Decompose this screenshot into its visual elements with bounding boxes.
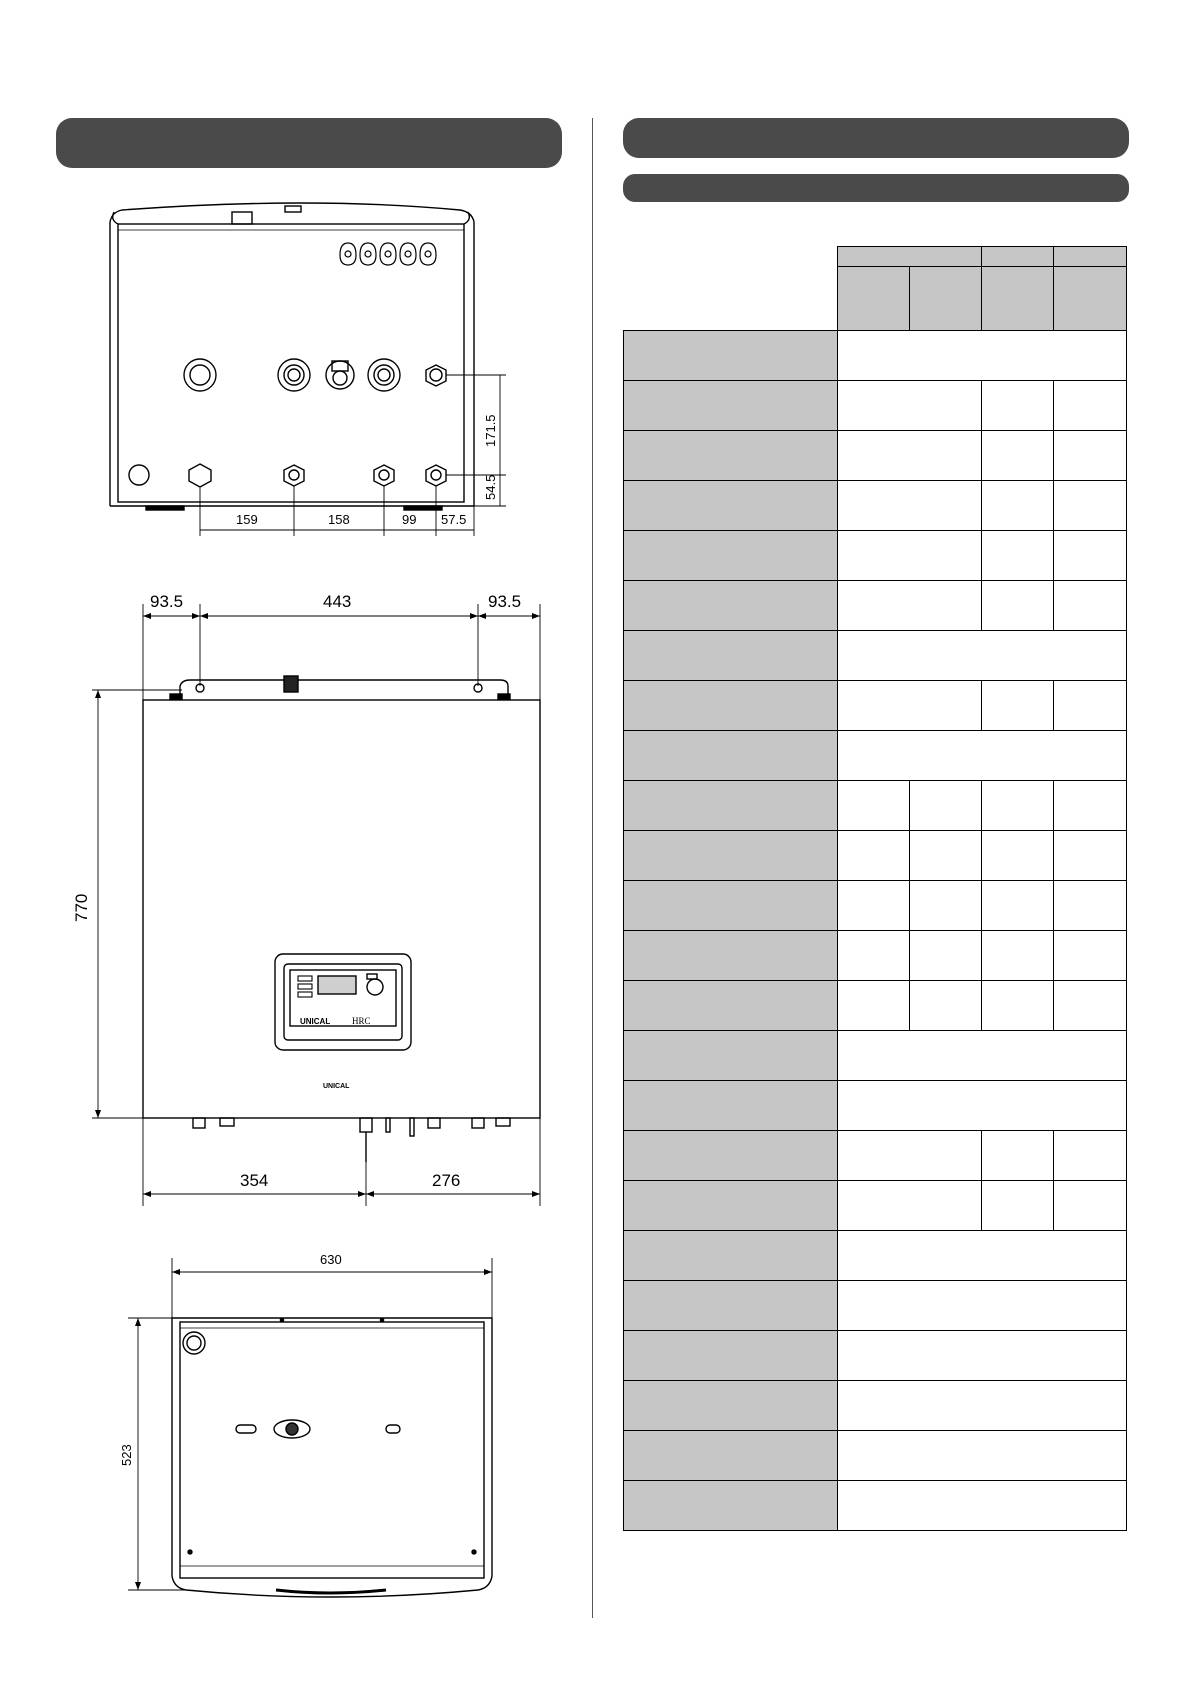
dim-93-5-right: 93.5 xyxy=(488,592,522,611)
table-row xyxy=(624,881,1127,931)
table-row xyxy=(624,1481,1127,1531)
table-row xyxy=(624,981,1127,1031)
dim-159: 159 xyxy=(236,512,258,527)
table-row xyxy=(624,1031,1127,1081)
dim-171-5: 171.5 xyxy=(483,414,498,447)
dim-93-5-left: 93.5 xyxy=(150,592,184,611)
dim-443: 443 xyxy=(323,592,352,611)
table-row xyxy=(624,1381,1127,1431)
dim-158: 158 xyxy=(328,512,350,527)
table-row xyxy=(624,731,1127,781)
table-row xyxy=(624,331,1127,381)
table-row xyxy=(624,681,1127,731)
table-row xyxy=(624,1331,1127,1381)
panel-model: HRC xyxy=(352,1016,371,1026)
dim-354: 354 xyxy=(240,1171,269,1190)
dim-99: 99 xyxy=(402,512,417,527)
table-row xyxy=(624,531,1127,581)
dim-770: 770 xyxy=(72,893,91,922)
panel-brand: UNICAL xyxy=(300,1017,331,1026)
table-row xyxy=(624,381,1127,431)
table-row xyxy=(624,431,1127,481)
table-row xyxy=(624,931,1127,981)
table-row xyxy=(624,781,1127,831)
table-row xyxy=(624,1231,1127,1281)
spec-table xyxy=(623,246,1127,1531)
table-row xyxy=(624,1131,1127,1181)
table-row xyxy=(624,481,1127,531)
dim-276: 276 xyxy=(432,1171,461,1190)
dim-523: 523 xyxy=(119,1444,134,1466)
dim-57-5: 57.5 xyxy=(441,512,467,527)
table-row xyxy=(624,1431,1127,1481)
body-logo: UNICAL xyxy=(323,1083,350,1090)
table-row xyxy=(624,631,1127,681)
table-row xyxy=(624,1081,1127,1131)
dim-54-5: 54.5 xyxy=(483,474,498,500)
dim-630: 630 xyxy=(320,1252,342,1267)
table-row xyxy=(624,581,1127,631)
table-row xyxy=(624,1181,1127,1231)
table-row xyxy=(624,831,1127,881)
table-header-row xyxy=(624,247,1127,267)
table-row xyxy=(624,1281,1127,1331)
